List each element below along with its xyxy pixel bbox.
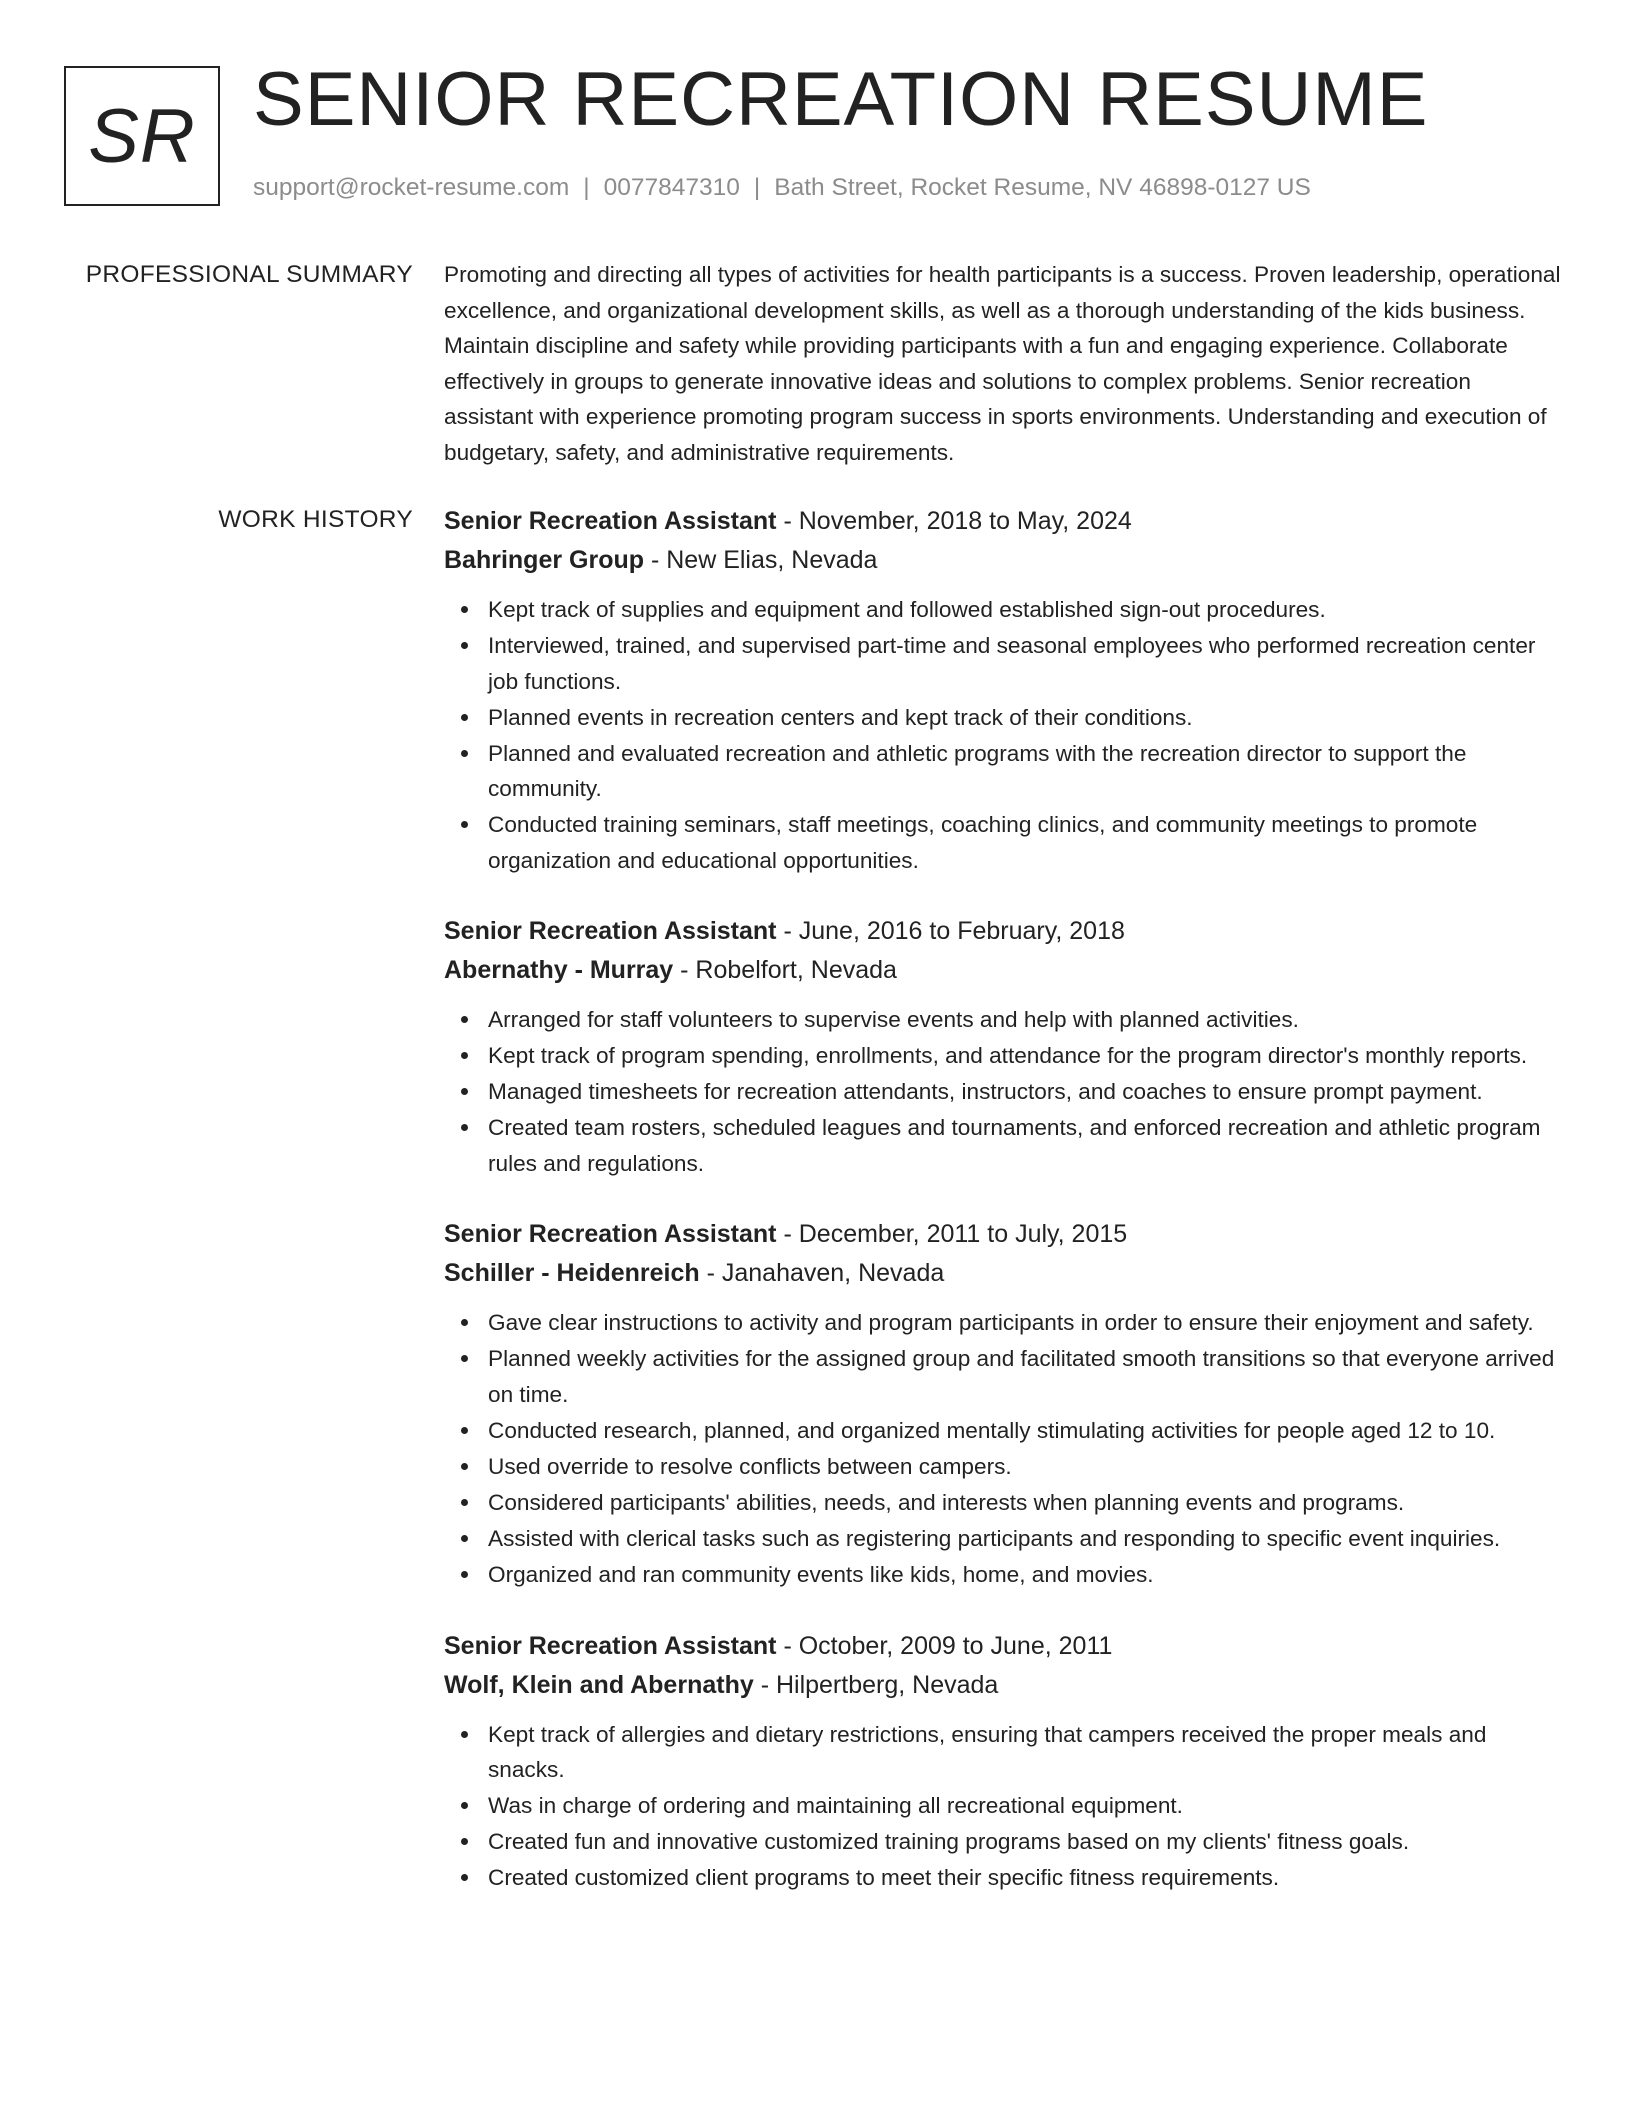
job-bullet-item: Assisted with clerical tasks such as registering participants and responding to specific event inquiries. — [444, 1521, 1564, 1557]
job-company-line — [444, 1666, 1564, 1705]
summary-body — [444, 257, 1564, 470]
summary-text: Promoting and directing all types of activities for health participants is a success. Proven leadership, operational excellence, and organizational development skills, as well as a thorough understanding of the kids business. Maintain discipline and safety while providing participants with a fun and engaging experience. Collaborate effectively in groups to generate innovative ideas and solutions to complex problems. Senior recreation assistant with experience promoting program success in sports environments. Understanding and execution of budgetary, safety, and administrative requirements. — [444, 262, 1561, 465]
job-bullet-list — [444, 1717, 1564, 1896]
job-title: Senior Recreation Assistant — [444, 917, 777, 946]
job-bullet-item: Used override to resolve conflicts between campers. — [444, 1449, 1564, 1485]
job-bullet-item: Organized and ran community events like kids, home, and movies. — [444, 1557, 1564, 1593]
job-title: Senior Recreation Assistant — [444, 507, 777, 535]
job-entry — [444, 912, 1564, 1181]
job-title-line — [444, 912, 1564, 951]
contact-separator: | — [583, 174, 590, 201]
monogram-logo: SR — [64, 66, 220, 206]
job-bullet-item: Conducted training seminars, staff meetings, coaching clinics, and community meetings to promote organization and educational opportunities. — [444, 807, 1564, 878]
job-company-line — [444, 1254, 1564, 1293]
job-company: Abernathy - Murray — [444, 956, 674, 985]
job-dates: - December, 2011 to July, 2015 — [776, 1220, 1128, 1249]
job-bullet-item: Considered participants' abilities, needs, and interests when planning events and programs. — [444, 1485, 1564, 1521]
job-company-line — [444, 541, 1564, 580]
contact-address: Bath Street, Rocket Resume, NV 46898-0127 US — [774, 174, 1311, 201]
job-company-line — [444, 951, 1564, 990]
job-title: Senior Recreation Assistant — [444, 1220, 777, 1249]
job-bullet-list — [444, 1305, 1564, 1592]
job-dates: - November, 2018 to May, 2024 — [776, 507, 1132, 535]
contact-email: support@rocket-resume.com — [253, 174, 570, 201]
job-company: Schiller - Heidenreich — [444, 1259, 700, 1288]
job-bullet-item: Gave clear instructions to activity and program participants in order to ensure their enjoyment and safety. — [444, 1305, 1564, 1341]
job-company: Wolf, Klein and Abernathy — [444, 1670, 754, 1699]
job-location: - New Elias, Nevada — [644, 546, 878, 574]
job-title: Senior Recreation Assistant — [444, 1631, 777, 1660]
section-label-summary: PROFESSIONAL SUMMARY — [85, 261, 413, 288]
work-history-body — [444, 502, 1564, 1930]
job-entry — [444, 1627, 1564, 1896]
contact-phone: 0077847310 — [603, 174, 740, 201]
job-bullet-item: Kept track of allergies and dietary restrictions, ensuring that campers received the proper meals and snacks. — [444, 1717, 1564, 1788]
job-bullet-item: Kept track of supplies and equipment and followed established sign-out procedures. — [444, 592, 1564, 628]
work-history-section — [0, 502, 1632, 1930]
job-bullet-item: Conducted research, planned, and organized mentally stimulating activities for people aged 12 to 10. — [444, 1413, 1564, 1449]
job-bullet-item: Interviewed, trained, and supervised part-time and seasonal employees who performed recreation center job functions. — [444, 628, 1564, 699]
job-dates: - June, 2016 to February, 2018 — [776, 917, 1125, 946]
professional-summary-section — [0, 257, 1632, 470]
job-bullet-item: Kept track of program spending, enrollments, and attendance for the program director's monthly reports. — [444, 1038, 1564, 1074]
job-entry — [444, 502, 1564, 878]
contact-separator: | — [753, 174, 761, 201]
job-dates: - October, 2009 to June, 2011 — [776, 1631, 1113, 1660]
resume-title: SENIOR RECREATION RESUME — [253, 57, 1429, 142]
job-bullet-item: Created team rosters, scheduled leagues and tournaments, and enforced recreation and athletic program rules and regulations. — [444, 1110, 1564, 1181]
section-label-work-history: WORK HISTORY — [218, 506, 413, 533]
job-bullet-list — [444, 592, 1564, 878]
job-location: - Janahaven, Nevada — [699, 1259, 945, 1288]
job-bullet-item: Planned and evaluated recreation and athletic programs with the recreation director to support the community. — [444, 736, 1564, 807]
job-company: Bahringer Group — [444, 546, 645, 574]
job-location: - Hilpertberg, Nevada — [753, 1670, 999, 1699]
job-bullet-item: Planned events in recreation centers and kept track of their conditions. — [444, 700, 1564, 736]
job-title-line — [444, 1627, 1564, 1666]
job-title-line — [444, 1215, 1564, 1254]
job-entry — [444, 1215, 1564, 1592]
contact-line — [253, 174, 1311, 202]
job-title-line — [444, 502, 1564, 541]
job-bullet-item: Managed timesheets for recreation attendants, instructors, and coaches to ensure prompt payment. — [444, 1074, 1564, 1110]
job-location: - Robelfort, Nevada — [673, 956, 897, 985]
job-bullet-item: Created customized client programs to meet their specific fitness requirements. — [444, 1860, 1564, 1896]
job-bullet-item: Was in charge of ordering and maintaining all recreational equipment. — [444, 1788, 1564, 1824]
job-bullet-item: Created fun and innovative customized training programs based on my clients' fitness goals. — [444, 1824, 1564, 1860]
job-bullet-item: Arranged for staff volunteers to supervise events and help with planned activities. — [444, 1002, 1564, 1038]
job-bullet-list — [444, 1002, 1564, 1181]
job-bullet-item: Planned weekly activities for the assigned group and facilitated smooth transitions so that everyone arrived on time. — [444, 1341, 1564, 1412]
